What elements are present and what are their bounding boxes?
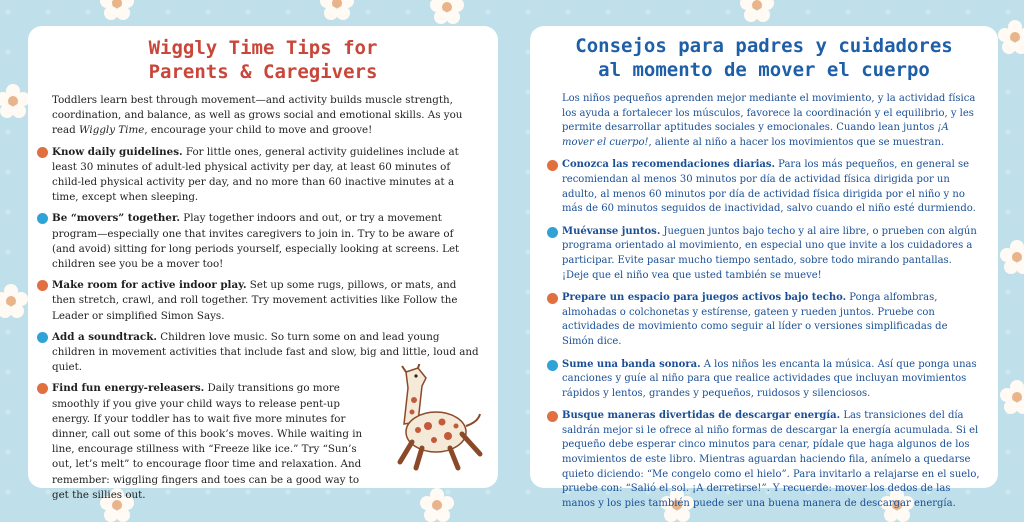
tip-item <box>562 158 980 216</box>
flower-decoration <box>1000 240 1024 274</box>
flower-decoration <box>430 0 464 24</box>
spanish-tips-panel <box>530 26 998 509</box>
spanish-intro <box>562 92 980 150</box>
tip-heading: Be “movers” together. <box>52 212 181 225</box>
orange-dot-icon <box>37 147 48 158</box>
tip-heading: Conozca las recomendaciones diarias. <box>562 159 775 171</box>
tip-text: Children love music. So turn some on and lead young children in movement activities that include fast and slow, big and little, loud and quiet. <box>52 330 479 374</box>
tip-item <box>562 409 980 511</box>
english-title <box>28 36 498 84</box>
english-title-line2: Parents & Caregivers <box>148 61 378 83</box>
orange-dot-icon <box>37 383 48 394</box>
flower-decoration <box>998 20 1024 54</box>
tip-heading: Find fun energy-releasers. <box>52 382 205 395</box>
flower-decoration <box>1000 380 1024 414</box>
flower-decoration <box>740 0 774 22</box>
tip-text: Set up some rugs, pillows, or mats, and then stretch, crawl, and roll together. Try movement activities like Follow the Leader or simplified Simon Says. <box>52 279 458 322</box>
tip-item <box>52 211 480 272</box>
intro-text-end: , encourage your child to move and groove! <box>144 124 373 137</box>
flower-decoration <box>320 0 354 20</box>
tip-text: A los niños les encanta la música. Así que ponga unas canciones y guíe al niño para que realice actividades que incluyan movimientos rápidos y lentos, grandes y pequeños, ruidosos y silenciosos. <box>562 358 977 399</box>
english-intro <box>52 93 476 139</box>
tip-text: For little ones, general activity guidelines include at least 30 minutes of adult-led physical activity per day, at least 60 minutes of child-led physical activity per day, and no more than 60 inactive minutes at a time, except when sleeping. <box>52 145 459 204</box>
tip-text: Play together indoors and out, or try a movement program—especially one that invites caregivers to join in. Try to be aware of (and avoid) sitting for long periods yourself, especially looking at screens. Let children see you be a mover too! <box>52 212 460 271</box>
orange-dot-icon <box>547 160 558 171</box>
flower-decoration <box>420 488 454 522</box>
tip-item <box>562 358 980 402</box>
tip-item <box>562 225 980 283</box>
tip-item <box>52 145 480 206</box>
orange-dot-icon <box>547 411 558 422</box>
book-title: Wiggly Time <box>79 124 145 137</box>
tip-heading: Muévanse juntos. <box>562 225 661 237</box>
spanish-title-line1: Consejos para padres y cuidadores <box>575 35 953 57</box>
blue-dot-icon <box>547 360 558 371</box>
english-title-line1: Wiggly Time Tips for <box>148 37 378 59</box>
flower-decoration <box>100 0 134 20</box>
blue-dot-icon <box>547 227 558 238</box>
tip-heading: Make room for active indoor play. <box>52 279 247 292</box>
orange-dot-icon <box>37 280 48 291</box>
book-title: ¡A mover el cuerpo! <box>562 122 949 148</box>
tip-text: Ponga alfombras, almohadas o colchonetas y estírense, gateen y rueden juntos. Pruebe con actividades de movimiento como seguir al líder o versiones simplificadas de Simón dice. <box>562 292 948 347</box>
orange-dot-icon <box>547 293 558 304</box>
spanish-title-line2: al momento de mover el cuerpo <box>598 59 930 81</box>
tip-item <box>52 278 480 324</box>
intro-text: Los niños pequeños aprenden mejor mediante el movimiento, y la actividad física los ayuda a fortalecer los músculos, favorece la coordinación y el equilibrio, y les permite desarrollar aptitudes sociales y emocionales. Cuando lean juntos <box>562 93 976 134</box>
flower-decoration <box>0 84 30 118</box>
intro-text: Toddlers learn best through movement—and activity builds muscle strength, coordination, and balance, as well as grows social and emotional skills. As you read <box>52 94 463 137</box>
tip-heading: Add a soundtrack. <box>52 330 157 343</box>
tip-text: Daily transitions go more smoothly if you give your child ways to release pent-up energy. If your toddler has to wait five more minutes for dinner, call out some of this book’s moves. While waiting in line, encourage stillness with “Freeze like ice.” Try “Sun’s out, let’s melt” to encourage floor time and relaxation. And remember: wiggling fingers and toes can be a good way to get the sillies out. <box>52 382 363 501</box>
blue-dot-icon <box>37 213 48 224</box>
english-tips-panel <box>28 26 498 501</box>
intro-text-end: , aliente al niño a hacer los movimientos que se muestran. <box>648 136 945 148</box>
tip-item <box>52 381 374 503</box>
tip-heading: Sume una banda sonora. <box>562 358 701 370</box>
blue-dot-icon <box>37 332 48 343</box>
flower-decoration <box>0 284 28 318</box>
tip-heading: Prepare un espacio para juegos activos bajo techo. <box>562 292 847 304</box>
spanish-title <box>530 34 998 82</box>
tip-text: Para los más pequeños, en general se recomiendan al menos 30 minutos por día de actividad física dirigida por un adulto, al menos 60 minutos por día de actividad física dirigida por el niño y no más de 60 minutos seguidos de inactividad, salvo cuando el niño esté durmiendo. <box>562 159 976 215</box>
tip-text: Jueguen juntos bajo techo y al aire libre, o prueben con algún programa orientado al movimiento, en especial uno que invite a los cuidadores a participar. Evite pasar mucho tiempo sentado, sobre todo mirando pantallas. ¡Deje que el niño vea que usted también se mueve! <box>562 225 977 281</box>
giraffe-illustration <box>388 364 488 474</box>
tip-item <box>562 291 980 349</box>
tip-text: Las transiciones del día saldrán mejor si le ofrece al niño formas de descargar la energía acumulada. Si el pequeño debe esperar cinco minutos para cenar, pídale que haga algunos de los movimientos de este libro. Mientras aguardan haciendo fila, anímelo a quedarse quieto diciendo: “Me congelo como el hielo”. Para invitarlo a relajarse en el suelo, pruebe con: “Salió el sol. ¡A derretirse!”. Y recuerde: mover los dedos de las manos y los pies también puede ser una buena manera de descargar energía. <box>562 410 980 509</box>
tip-heading: Busque maneras divertidas de descargar energía. <box>562 410 841 422</box>
tip-heading: Know daily guidelines. <box>52 145 183 158</box>
